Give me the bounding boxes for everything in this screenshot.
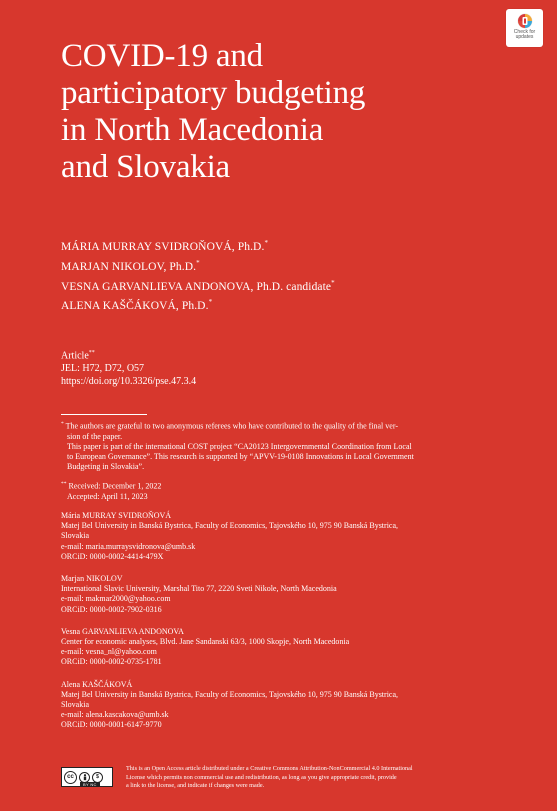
footnote-line: This paper is part of the international COST project “CA20123 Intergovernmental Coordination from Local (67, 442, 412, 452)
contact-affiliation: International Slavic University, Marshal Tito 77, 2220 Sveti Nikole, North Macedonia (61, 584, 337, 594)
contact-block (61, 680, 456, 731)
author-footnote-mark: * (264, 239, 269, 247)
contact-name: Alena KAŠČÁKOVÁ (61, 679, 133, 689)
creative-commons-icon: cc (64, 771, 77, 784)
cc-by-label: BY (83, 782, 89, 787)
jel-codes: JEL: H72, D72, O57 (61, 363, 145, 375)
contact-block (61, 511, 456, 562)
contact-affiliation-cont: Slovakia (61, 700, 89, 710)
footnote-divider (61, 414, 147, 415)
contact-orcid[interactable]: ORCiD: 0000-0002-7902-0316 (61, 604, 162, 614)
contact-affiliation: Center for economic analyses, Blvd. Jane Sandanski 63/3, 1000 Skopje, North Macedonia (61, 637, 350, 647)
contact-orcid[interactable]: ORCiD: 0000-0002-0735-1781 (61, 657, 162, 667)
title-line-3: in North Macedonia (61, 112, 324, 148)
license-text (126, 765, 456, 791)
article-meta (61, 347, 501, 388)
author-1 (61, 235, 501, 255)
cc-labels (80, 782, 100, 787)
footnote-line: sion of the paper. (67, 431, 123, 441)
author-2 (61, 255, 501, 275)
footnote-dates (61, 479, 453, 502)
author-footnote-mark: * (196, 258, 200, 267)
author-name: ALENA KAŠČÁKOVÁ, Ph.D. (61, 300, 209, 313)
attribution-person-icon (79, 772, 90, 783)
contact-email[interactable]: e-mail: maria.murraysvidronova@umb.sk (61, 541, 196, 551)
cc-nc-label: NC (90, 782, 97, 787)
contact-affiliation-cont: Slovakia (61, 531, 89, 541)
article-type-label: Article (61, 350, 89, 362)
author-list (61, 235, 501, 314)
footnote-acknowledgement (61, 419, 453, 473)
contact-name: Mária MURRAY SVIDROŇOVÁ (61, 511, 172, 520)
author-footnote-mark: * (208, 298, 213, 307)
license-line: This is an Open Access article distributed under a Creative Commons Attribution-NonCommercial 4.0 International (126, 765, 413, 772)
contact-block (61, 627, 456, 668)
noncommercial-dollar-icon: $ (92, 772, 103, 783)
license-line: a link to the license, and indicate if changes were made. (126, 782, 265, 790)
title-line-2: participatory budgeting (61, 75, 366, 111)
contact-orcid[interactable]: ORCiD: 0000-0001-6147-9770 (61, 720, 162, 730)
article-title (61, 38, 481, 186)
contact-block (61, 574, 456, 615)
crossmark-icon (517, 13, 533, 29)
check-for-updates-label: Check for updates (513, 29, 536, 40)
article-type (61, 347, 501, 362)
author-4 (61, 294, 501, 314)
author-3 (61, 275, 501, 295)
contact-email[interactable]: e-mail: alena.kascakova@umb.sk (61, 710, 169, 720)
footnote-line: to European Governance”. This research is supported by “APVV-19-0108 Innovations in Local Government (67, 452, 414, 462)
author-name: MARJAN NIKOLOV, Ph.D. (61, 260, 197, 273)
contact-email[interactable]: e-mail: vesna_nl@yahoo.com (61, 647, 157, 657)
cc-by-nc-license-logo[interactable] (61, 767, 113, 787)
contact-affiliation: Matej Bel University in Banská Bystrica, Faculty of Economics, Tajovského 10, 975 90 Banská Bystrica, (61, 689, 399, 699)
footnote-line: The authors are grateful to two anonymous referees who have contributed to the quality of the final ver- (65, 421, 398, 431)
footnotes (61, 419, 453, 502)
author-contacts (61, 511, 456, 743)
author-name: MÁRIA MURRAY SVIDROŇOVÁ, Ph.D. (61, 240, 265, 253)
license-line: License which permits non commercial use and redistribution, as long as you give appropriate credit, provide (126, 773, 397, 781)
contact-name: Marjan NIKOLOV (61, 574, 123, 584)
contact-name: Vesna GARVANLIEVA ANDONOVA (61, 626, 184, 636)
footnote-line: Budgeting in Slovakia”. (67, 462, 145, 472)
footnote-mark: ** (61, 480, 67, 487)
author-name: VESNA GARVANLIEVA ANDONOVA, Ph.D. candidate (61, 280, 332, 293)
article-footnote-mark: ** (88, 350, 95, 356)
title-line-4: and Slovakia (61, 149, 230, 185)
contact-email[interactable]: e-mail: makmar2000@yahoo.com (61, 594, 171, 604)
title-line-1: COVID-19 and (61, 38, 263, 74)
author-footnote-mark: * (331, 278, 335, 287)
check-for-updates-badge[interactable] (506, 9, 543, 47)
footnote-mark: * (61, 421, 64, 427)
received-date: Received: December 1, 2022 (68, 481, 162, 491)
contact-orcid[interactable]: ORCiD: 0000-0002-4414-479X (61, 551, 164, 561)
contact-affiliation: Matej Bel University in Banská Bystrica, Faculty of Economics, Tajovského 10, 975 90 Banská Bystrica, (61, 521, 399, 531)
accepted-date: Accepted: April 11, 2023 (67, 491, 148, 501)
license-section (61, 765, 461, 795)
doi-link[interactable]: https://doi.org/10.3326/pse.47.3.4 (61, 376, 197, 388)
